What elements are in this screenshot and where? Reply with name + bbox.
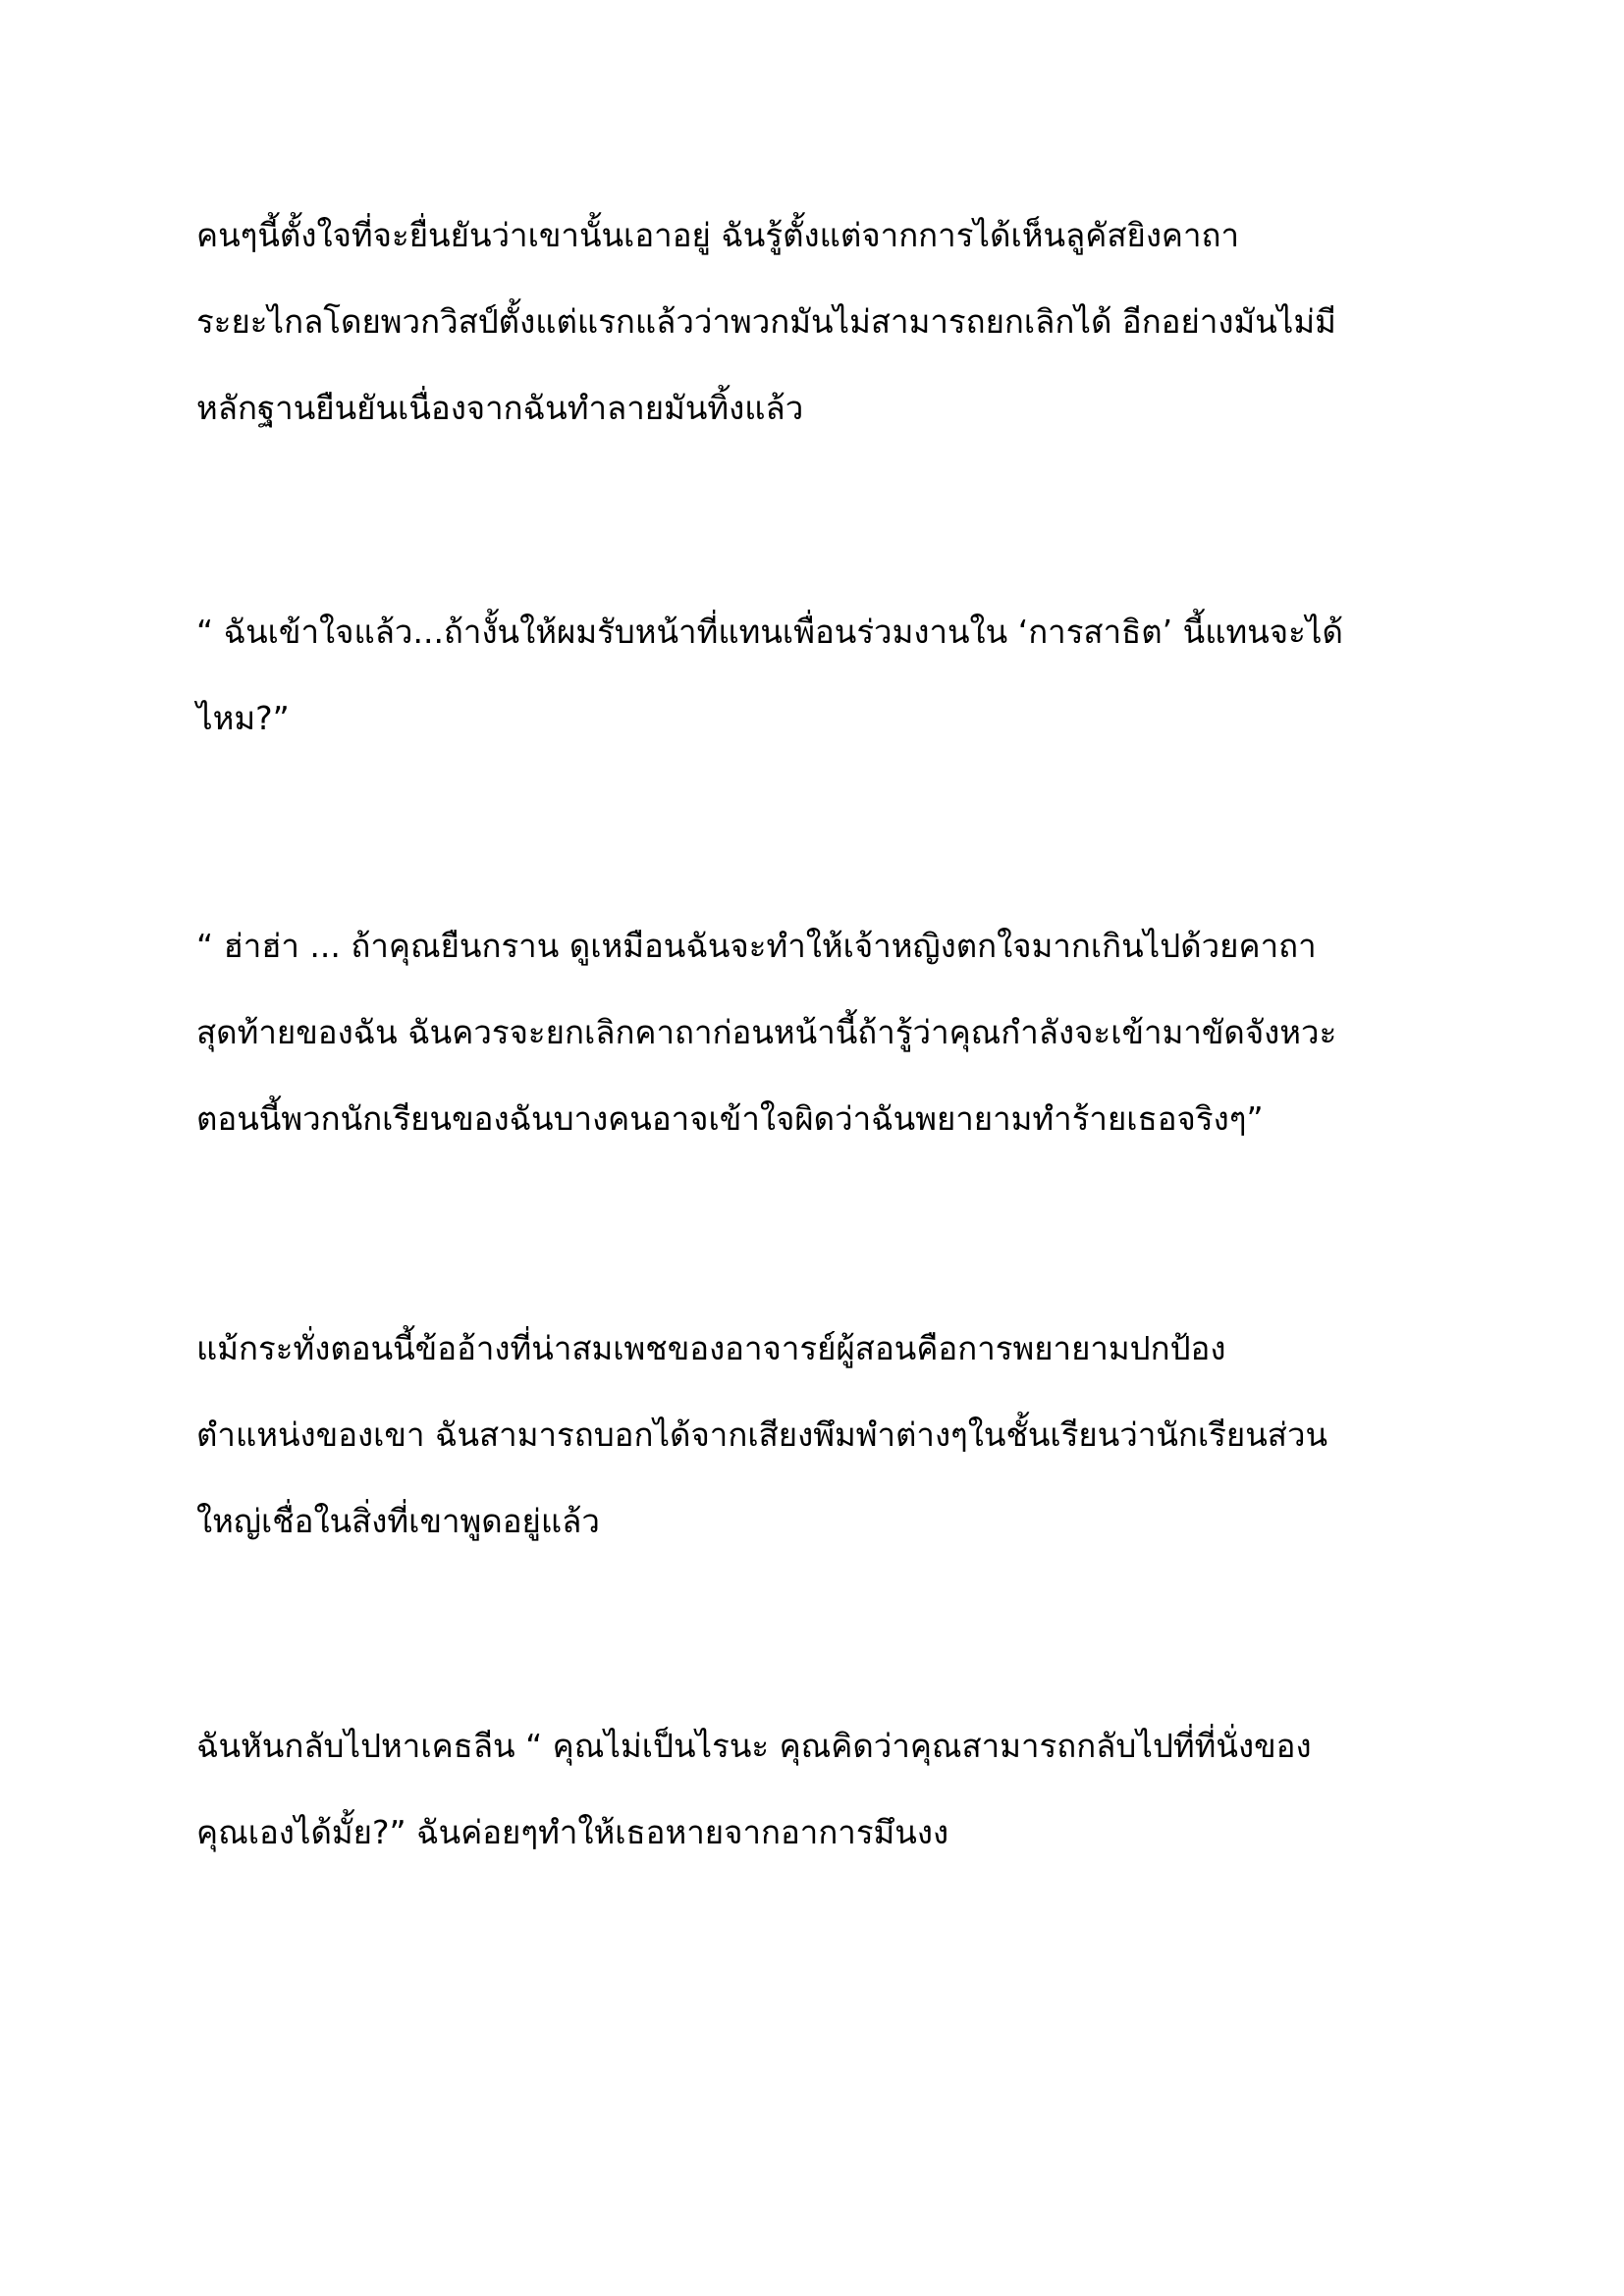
paragraph-line: “ ฉันเข้าใจแล้ว...ถ้างั้นให้ผมรับหน้าที่แทนเพื่อนร่วมงานใน ‘การสาธิต’ นี้แทนจะได้ — [196, 613, 1343, 651]
paragraph-5 — [196, 1703, 1453, 1876]
paragraph-3 — [196, 903, 1453, 1162]
paragraph-line: ไหม?” — [196, 699, 290, 737]
paragraph-line: สุดท้ายของฉัน ฉันควรจะยกเลิกคาถาก่อนหน้านี้ถ้ารู้ว่าคุณกำลังจะเข้ามาขัดจังหวะ — [196, 1013, 1337, 1051]
paragraph-line: “ ฮ่าฮ่า ... ถ้าคุณยืนกราน ดูเหมือนฉันจะทำให้เจ้าหญิงตกใจมากเกินไปด้วยคาถา — [196, 927, 1317, 965]
paragraph-line: ระยะไกลโดยพวกวิสป์ตั้งแต่แรกแล้วว่าพวกมันไม่สามารถยกเลิกได้ อีกอย่างมันไม่มี — [196, 302, 1336, 341]
paragraph-line: คนๆนี้ตั้งใจที่จะยื่นยันว่าเขานั้นเอาอยู่ ฉันรู้ตั้งแต่จากการได้เห็นลูคัสยิงคาถา — [196, 216, 1240, 254]
paragraph-line: คุณเองได้มั้ย?” ฉันค่อยๆทำให้เธอหายจากอาการมึนงง — [196, 1813, 949, 1851]
paragraph-line: หลักฐานยืนยันเนื่องจากฉันทำลายมันทิ้งแล้ว — [196, 389, 804, 427]
paragraph-line: แม้กระทั่งตอนนี้ข้ออ้างที่น่าสมเพชของอาจารย์ผู้สอนคือการพยายามปกป้อง — [196, 1329, 1226, 1367]
paragraph-line: ตอนนี้พวกนักเรียนของฉันบางคนอาจเข้าใจผิดว่าฉันพยายามทำร้ายเธอจริงๆ” — [196, 1099, 1264, 1138]
paragraph-1 — [196, 192, 1453, 452]
paragraph-line: ฉันหันกลับไปหาเคธลีน “ คุณไม่เป็นไรนะ คุณคิดว่าคุณสามารถกลับไปที่ที่นั่งของ — [196, 1727, 1312, 1765]
paragraph-4 — [196, 1306, 1453, 1565]
paragraph-line: ตำแหน่งของเขา ฉันสามารถบอกได้จากเสียงพึมพำต่างๆในชั้นเรียนว่านักเรียนส่วน — [196, 1415, 1328, 1454]
paragraph-line: ใหญ่เชื่อในสิ่งที่เขาพูดอยู่แล้ว — [196, 1502, 600, 1540]
paragraph-2 — [196, 589, 1453, 762]
